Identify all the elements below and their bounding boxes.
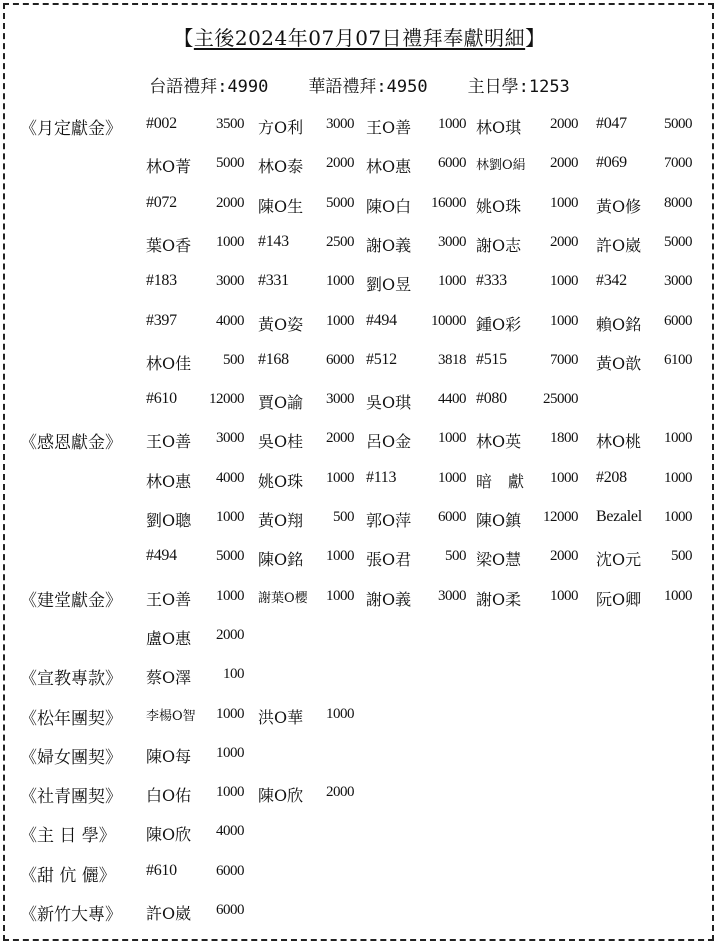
donation-amount: 12000 bbox=[543, 509, 578, 525]
donor-name: #002 bbox=[146, 115, 177, 132]
donor-name: 姚O珠 bbox=[476, 196, 522, 216]
donation-amount: 25000 bbox=[543, 391, 578, 408]
donor-name: 陳O銘 bbox=[258, 550, 304, 570]
donor-name: 林劉O絹 bbox=[476, 158, 526, 174]
donor-name: 呂O金 bbox=[366, 432, 412, 452]
donation-amount: 6000 bbox=[438, 509, 466, 525]
donor-name: #047 bbox=[596, 115, 627, 132]
donor-name: 許O崴 bbox=[596, 235, 642, 255]
donation-amount: 2000 bbox=[326, 430, 354, 447]
donor-name: 謝O柔 bbox=[476, 589, 522, 609]
donation-amount: 3000 bbox=[216, 273, 244, 290]
donation-amount: 1000 bbox=[326, 312, 354, 329]
donation-amount: 2000 bbox=[550, 233, 578, 250]
section-label: 《主 日 學》 bbox=[20, 826, 116, 847]
donation-amount: 3000 bbox=[326, 116, 354, 132]
donor-name: 謝O義 bbox=[366, 589, 412, 609]
donor-name: 梁O慧 bbox=[476, 550, 522, 570]
donor-name: 姚O珠 bbox=[258, 471, 304, 491]
donor-name: 林O琪 bbox=[476, 118, 522, 137]
donor-name: 賈O諭 bbox=[258, 393, 304, 413]
donor-name: #333 bbox=[476, 272, 507, 290]
donation-amount: 5000 bbox=[326, 194, 354, 211]
donation-amount: 5000 bbox=[664, 116, 692, 132]
donor-name: 劉O昱 bbox=[366, 275, 412, 295]
donor-name: 鍾O彩 bbox=[476, 314, 522, 334]
donor-name: 阮O卿 bbox=[596, 589, 642, 609]
donation-amount: 6000 bbox=[326, 351, 354, 368]
section-label: 《新竹大專》 bbox=[20, 905, 122, 925]
donation-amount: 1000 bbox=[664, 509, 692, 525]
donation-amount: 1000 bbox=[216, 784, 244, 801]
donation-amount: 6000 bbox=[664, 312, 692, 329]
donation-amount: 4000 bbox=[216, 469, 244, 486]
donor-name: 陳O欣 bbox=[258, 786, 304, 806]
donation-amount: 5000 bbox=[216, 155, 244, 172]
donation-amount: 1000 bbox=[550, 194, 578, 211]
donor-name: #183 bbox=[146, 272, 177, 290]
donation-amount: 500 bbox=[223, 351, 244, 368]
stat-label: 華語禮拜 bbox=[308, 77, 377, 97]
donor-name: 洪O華 bbox=[258, 707, 304, 727]
page-title bbox=[0, 22, 719, 51]
donation-amount: 3500 bbox=[216, 116, 244, 132]
donation-amount: 1000 bbox=[550, 312, 578, 329]
donation-amount: 16000 bbox=[431, 194, 466, 211]
donation-amount: 2000 bbox=[550, 548, 578, 565]
donor-name: 吳O桂 bbox=[258, 432, 304, 452]
donor-name: 陳O白 bbox=[366, 196, 412, 216]
donor-name: 賴O銘 bbox=[596, 314, 642, 334]
donation-amount: 1000 bbox=[664, 469, 692, 486]
donation-amount: 1000 bbox=[326, 469, 354, 486]
donor-name: 林O佳 bbox=[146, 353, 192, 373]
title-bracket-close: 】 bbox=[525, 26, 546, 50]
donor-name: 黃O歆 bbox=[596, 353, 642, 373]
section-label: 《甜 伉 儷》 bbox=[20, 865, 116, 886]
donation-amount: 4000 bbox=[216, 312, 244, 329]
donation-amount: 1000 bbox=[326, 548, 354, 565]
donation-amount: 2500 bbox=[326, 233, 354, 250]
donor-name: 李楊O智 bbox=[146, 708, 196, 724]
donor-name: 陳O鎮 bbox=[476, 511, 522, 530]
donation-amount: 7000 bbox=[664, 155, 692, 172]
donor-name: 陳O生 bbox=[258, 196, 304, 216]
donation-amount: 1000 bbox=[438, 469, 466, 486]
donation-amount: 3000 bbox=[326, 391, 354, 408]
donor-name: 黃O修 bbox=[596, 196, 642, 216]
donation-amount: 500 bbox=[671, 548, 692, 565]
donor-name: #610 bbox=[146, 390, 177, 408]
donation-amount: 1000 bbox=[550, 587, 578, 604]
donor-name: 謝葉O櫻 bbox=[258, 590, 308, 606]
donor-name: 暗 獻 bbox=[476, 471, 525, 491]
donation-amount: 1800 bbox=[550, 430, 578, 447]
donation-amount: 1000 bbox=[326, 705, 354, 722]
donation-amount: 8000 bbox=[664, 194, 692, 211]
section-label: 《建堂獻金》 bbox=[20, 590, 122, 611]
donation-amount: 1000 bbox=[438, 430, 466, 447]
stat-value: 1253 bbox=[528, 77, 570, 97]
donor-name: #331 bbox=[258, 272, 289, 290]
title-text: 主後2024年07月07日禮拜奉獻明細 bbox=[193, 26, 526, 50]
donor-name: #342 bbox=[596, 272, 627, 290]
donor-name: 蔡O澤 bbox=[146, 668, 192, 688]
donor-name: 林O菁 bbox=[146, 157, 192, 177]
donation-amount: 6000 bbox=[438, 155, 466, 172]
donor-name: 盧O惠 bbox=[146, 628, 192, 648]
donation-amount: 2000 bbox=[216, 626, 244, 643]
section-label: 《宣教專款》 bbox=[20, 669, 122, 690]
donor-name: 張O君 bbox=[366, 550, 412, 570]
donor-name: 林O英 bbox=[476, 432, 522, 452]
donation-amount: 1000 bbox=[438, 116, 466, 132]
donor-name: #080 bbox=[476, 390, 507, 408]
donor-name: #113 bbox=[366, 468, 397, 486]
donation-amount: 500 bbox=[445, 548, 466, 565]
section-label: 《社青團契》 bbox=[20, 787, 122, 808]
donation-amount: 1000 bbox=[326, 587, 354, 604]
donor-name: 黃O姿 bbox=[258, 314, 304, 334]
donation-amount: 7000 bbox=[550, 351, 578, 368]
donation-amount: 5000 bbox=[664, 233, 692, 250]
donor-name: 劉O聰 bbox=[146, 511, 192, 530]
attendance-summary: 台語禮拜:4990 華語禮拜:4950 主日學:1253 bbox=[149, 77, 570, 97]
donation-amount: 1000 bbox=[216, 509, 244, 525]
donor-name: #512 bbox=[366, 350, 397, 368]
donation-amount: 3000 bbox=[438, 587, 466, 604]
donation-amount: 1000 bbox=[326, 273, 354, 290]
donation-amount: 4000 bbox=[216, 823, 244, 840]
donor-name: #397 bbox=[146, 311, 177, 329]
donation-amount: 10000 bbox=[431, 312, 466, 329]
section-label: 《松年團契》 bbox=[20, 708, 122, 729]
donation-amount: 6000 bbox=[216, 902, 244, 918]
donation-amount: 1000 bbox=[664, 587, 692, 604]
donor-name: 林O惠 bbox=[366, 157, 412, 177]
donor-name: #168 bbox=[258, 350, 289, 368]
donor-name: #069 bbox=[596, 154, 627, 172]
donation-amount: 2000 bbox=[550, 155, 578, 172]
donation-amount: 2000 bbox=[216, 194, 244, 211]
donation-amount: 1000 bbox=[216, 233, 244, 250]
donation-amount: 2000 bbox=[550, 116, 578, 132]
donation-amount: 3000 bbox=[664, 273, 692, 290]
donor-name: 方O利 bbox=[258, 118, 304, 137]
donation-amount: 1000 bbox=[216, 744, 244, 761]
donor-name: #072 bbox=[146, 193, 177, 211]
donor-name: Bezalel bbox=[596, 508, 642, 525]
donation-amount: 1000 bbox=[216, 705, 244, 722]
donation-amount: 4400 bbox=[438, 391, 466, 408]
stat-value: 4990 bbox=[227, 77, 269, 97]
section-label: 《婦女團契》 bbox=[20, 747, 122, 768]
donation-amount: 500 bbox=[333, 509, 354, 525]
donation-amount: 1000 bbox=[550, 469, 578, 486]
stat-label: 台語禮拜 bbox=[149, 77, 218, 97]
donor-name: 王O善 bbox=[146, 432, 192, 452]
donation-amount: 1000 bbox=[216, 587, 244, 604]
donor-name: #610 bbox=[146, 861, 177, 879]
donation-amount: 1000 bbox=[664, 430, 692, 447]
donation-amount: 6000 bbox=[216, 862, 244, 879]
donation-amount: 1000 bbox=[438, 273, 466, 290]
donation-amount: 2000 bbox=[326, 784, 354, 801]
donor-name: 謝O義 bbox=[366, 235, 412, 255]
title-bracket-open: 【 bbox=[173, 26, 194, 50]
section-label: 《感恩獻金》 bbox=[20, 433, 122, 454]
donor-name: #143 bbox=[258, 232, 289, 250]
donor-name: 郭O萍 bbox=[366, 511, 412, 530]
donor-name: 王O善 bbox=[366, 118, 412, 137]
donor-name: #494 bbox=[146, 547, 177, 565]
donation-amount: 5000 bbox=[216, 548, 244, 565]
donor-name: 葉O香 bbox=[146, 235, 192, 255]
donation-amount: 100 bbox=[223, 666, 244, 683]
donation-amount: 2000 bbox=[326, 155, 354, 172]
donor-name: 林O惠 bbox=[146, 471, 192, 491]
donation-amount: 1000 bbox=[550, 273, 578, 290]
stat-label: 主日學 bbox=[467, 77, 519, 97]
stat-value: 4950 bbox=[386, 77, 428, 97]
section-label: 《月定獻金》 bbox=[20, 119, 122, 139]
donation-amount: 3818 bbox=[438, 351, 466, 368]
donor-name: 吳O琪 bbox=[366, 393, 412, 413]
donor-name: 林O泰 bbox=[258, 157, 304, 177]
donor-name: 陳O每 bbox=[146, 746, 192, 766]
donation-amount: 3000 bbox=[216, 430, 244, 447]
donor-name: 許O崴 bbox=[146, 904, 192, 923]
donor-name: 黃O翔 bbox=[258, 511, 304, 530]
donation-amount: 12000 bbox=[209, 391, 244, 408]
donor-name: 王O善 bbox=[146, 589, 192, 609]
donor-name: 林O桃 bbox=[596, 432, 642, 452]
donation-amount: 3000 bbox=[438, 233, 466, 250]
donor-name: 沈O元 bbox=[596, 550, 642, 570]
donor-name: #515 bbox=[476, 350, 507, 368]
donor-name: 陳O欣 bbox=[146, 825, 192, 845]
donor-name: #208 bbox=[596, 468, 627, 486]
donor-name: 謝O志 bbox=[476, 235, 522, 255]
donation-amount: 6100 bbox=[664, 351, 692, 368]
donor-name: #494 bbox=[366, 311, 397, 329]
donor-name: 白O佑 bbox=[146, 786, 192, 806]
